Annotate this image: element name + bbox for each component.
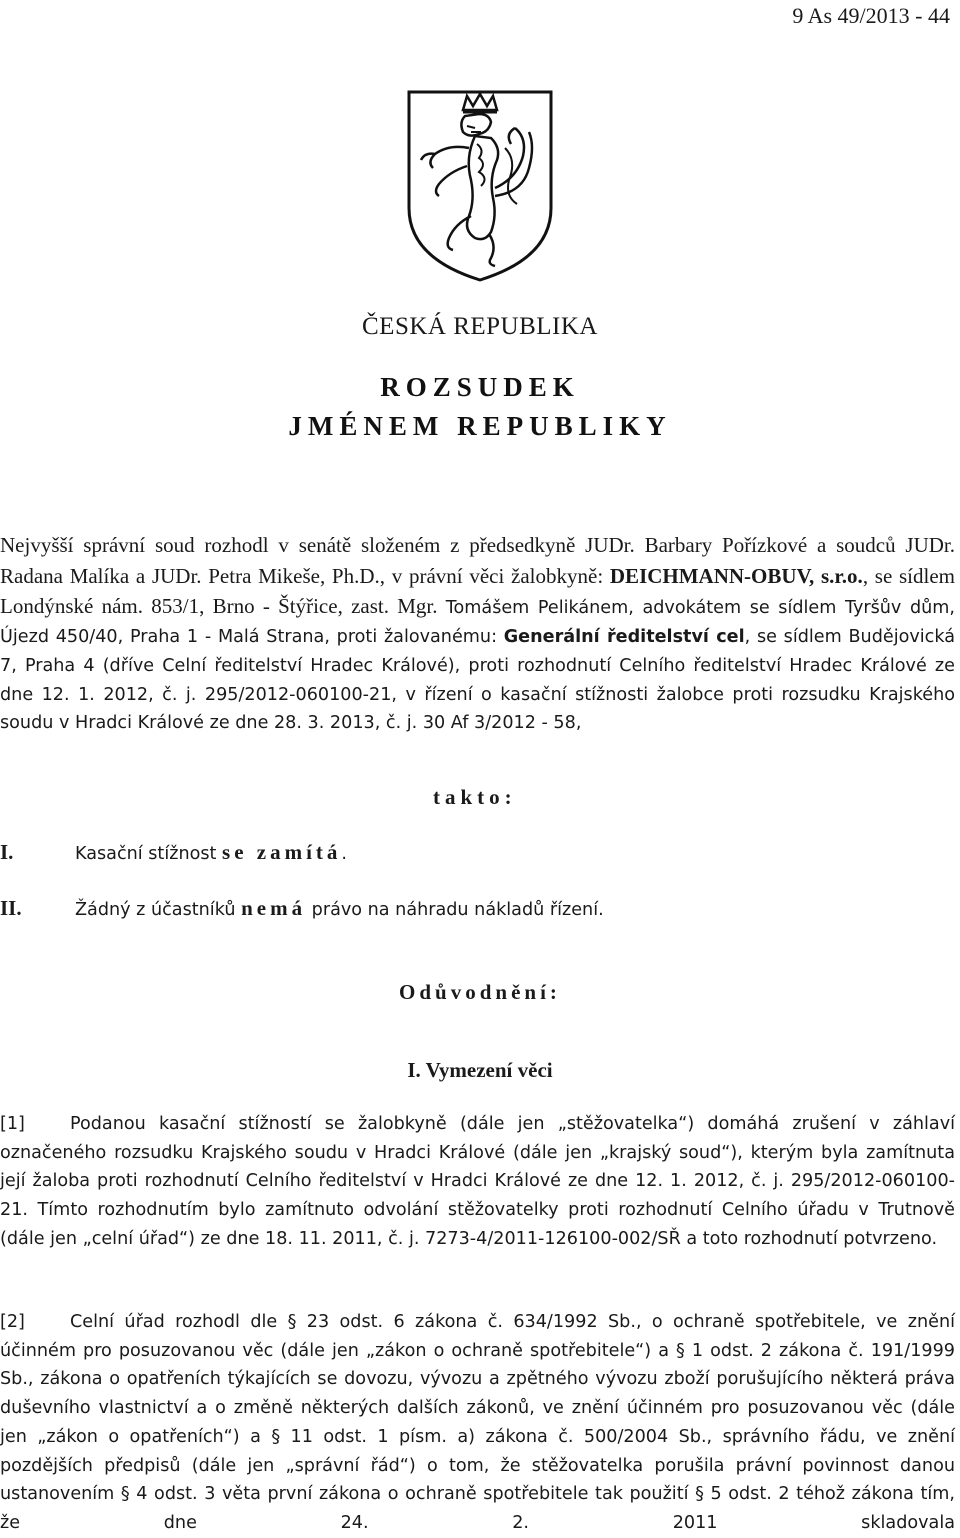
czech-lion-coat-of-arms-icon	[405, 88, 555, 284]
paragraph-number: [1]	[0, 1114, 25, 1134]
paragraph-number: [2]	[0, 1312, 25, 1332]
verdict-item-number: II.	[0, 896, 22, 920]
document-number: 9 As 49/2013 - 44	[792, 3, 950, 28]
paragraph-text: Celní úřad rozhodl dle § 23 odst. 6 zákona č. 634/1992 Sb., o ochraně spotřebitele, ve znění účinném pro posuzovanou věc (dále jen „zákon o ochraně spotřebitele“) a § 1 odst. 2 zákona č. 191/1999 Sb., zákona o opatřeních týkajících se dovozu, vývozu a zpětného vývozu zboží porušujícího některá práva duševního vlastnictví a o změně některých dalších zákonů, ve znění účinném pro posuzovanou věc (dále jen „zákon o opatřeních“) a § 11 odst. 1 písm. a) zákona č. 500/2004 Sb., správního řádu, ve znění pozdějších předpisů (dále jen „správní řád“) o tom, že stěžovatelka porušila právní povinnost danou ustanovením § 4 odst. 3 věta první zákona o ochraně spotřebitele tak použití § 5 odst. 2 téhož zákona tím, že dne 24. 2. 2011 skladovala	[0, 1312, 955, 1533]
verdict-item-number: I.	[0, 840, 14, 864]
verdict-item-text	[75, 840, 347, 865]
judgment-subtitle: JMÉNEM REPUBLIKY	[288, 411, 672, 441]
intro-paragraph	[0, 531, 955, 738]
verdict-text-before: Kasační stížnost	[75, 844, 223, 864]
section-title: I. Vymezení věci	[407, 1058, 553, 1082]
paragraph-1	[0, 1110, 955, 1254]
verdict-item-text	[75, 896, 604, 921]
verdict-text-after: právo na náhradu nákladů řízení.	[306, 900, 604, 920]
defendant-name: Generální ředitelství cel	[503, 627, 745, 648]
reasoning-heading: Odůvodnění:	[399, 980, 561, 1004]
plaintiff-name: DEICHMANN-OBUV, s.r.o.	[609, 563, 863, 588]
verdict-text-before: Žádný z účastníků	[75, 900, 242, 920]
intro-text-part1: Nejvyšší správní soud rozhodl v senátě složeném z předsedkyně JUDr. Barbary Pořízkové a soudců JUDr. Radana Malíka a JUDr. Petra Mikeše, Ph.D., v právní věci žalobkyně:	[0, 533, 955, 588]
paragraph-2	[0, 1308, 955, 1538]
intro-text-part2: , se sídlem Londýnské nám. 853/1, Brno - Štýřice, zast. Mgr.	[0, 563, 955, 619]
verdict-text-after: .	[341, 844, 348, 864]
verdict-spaced-phrase: nemá	[241, 896, 307, 920]
takto-label: takto:	[433, 785, 517, 809]
verdict-spaced-phrase: se zamítá	[222, 840, 342, 864]
intro-text-part3: Tomášem Pelikánem, advokátem se sídlem Tyršův dům, Újezd 450/40, Praha 1 - Malá Strana, proti žalovanému:	[0, 598, 955, 648]
judgment-title: ROZSUDEK	[380, 372, 580, 402]
paragraph-text: Podanou kasační stížností se žalobkyně (dále jen „stěžovatelka“) domáhá zrušení v záhlaví označeného rozsudku Krajského soudu v Hradci Králové (dále jen „krajský soud“), kterým byla zamítnuta její žaloba proti rozhodnutí Celního ředitelství v Hradci Králové ze dne 12. 1. 2012, č. j. 295/2012-060100-21. Tímto rozhodnutím bylo zamítnuto odvolání stěžovatelky proti rozhodnutí Celního úřadu v Trutnově (dále jen „celní úřad“) ze dne 18. 11. 2011, č. j. 7273-4/2011-126100-002/SŘ a toto rozhodnutí potvrzeno.	[0, 1114, 955, 1249]
country-heading: ČESKÁ REPUBLIKA	[362, 313, 598, 340]
intro-text-part4: , se sídlem Budějovická 7, Praha 4 (dříve Celní ředitelství Hradec Králové), proti rozhodnutí Celního ředitelství Hradec Králové ze dne 12. 1. 2012, č. j. 295/2012-060100-21, v řízení o kasační stížnosti žalobce proti rozsudku Krajského soudu v Hradci Králové ze dne 28. 3. 2013, č. j. 30 Af 3/2012 - 58,	[0, 627, 955, 734]
